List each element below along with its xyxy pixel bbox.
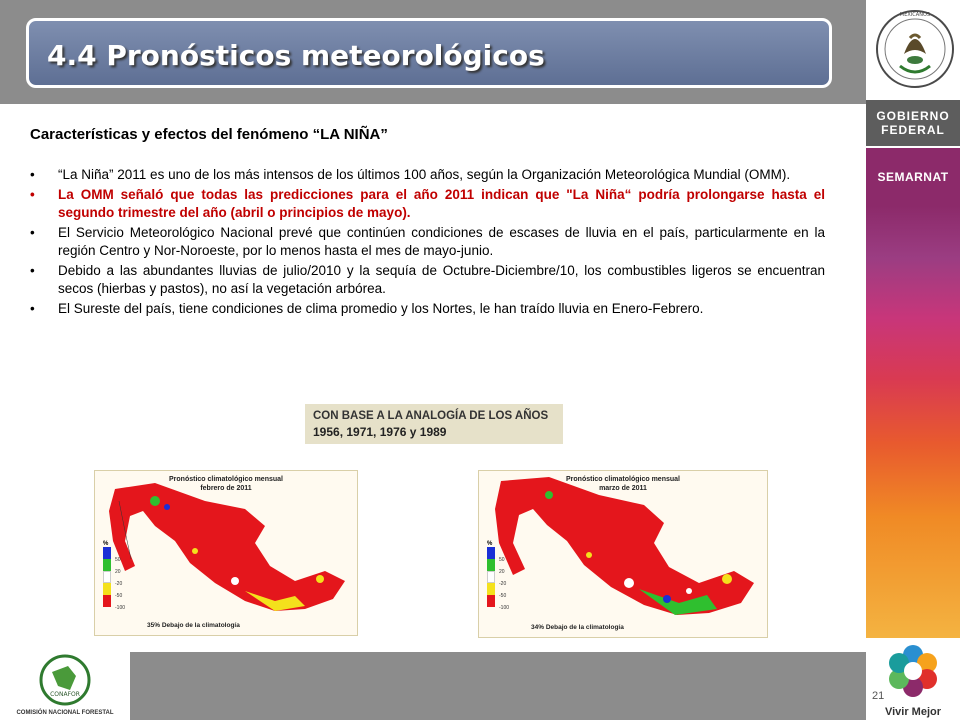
conafor-short: CONAFOR [50, 691, 80, 698]
legend-swatch [103, 547, 111, 559]
svg-text:MEXICANOS: MEXICANOS [899, 12, 931, 18]
mexico-map-image [479, 471, 769, 639]
map-legend [487, 541, 510, 611]
map-title-line1: Pronóstico climatológico mensual [566, 476, 680, 483]
mexico-map-image [95, 471, 359, 637]
bullet-item-highlight: • La OMM señaló que todas las predicciones para el año 2011 indican que "La Niña“ podría prolongarse hasta el segundo trimestre del año (abril o principios de mayo). [30, 186, 825, 222]
gov-sidebar [866, 0, 960, 720]
map-title-line2: febrero de 2011 [200, 485, 252, 492]
bullet-item: • El Servicio Meteorológico Nacional prevé que continúen condiciones de escases de lluvia en el país, particularmente en la región Centro y Nor-Noroeste, por lo menos hasta el mes de mayo-junio. [30, 224, 825, 260]
legend-swatch [103, 595, 111, 607]
bullet-list [30, 166, 825, 320]
legend-swatch [103, 571, 111, 583]
legend-swatch [103, 583, 111, 595]
bullet-item: • “La Niña” 2011 es uno de los más intensos de los últimos 100 años, según la Organización Meteorológica Mundial (OMM). [30, 166, 825, 184]
coat-of-arms-icon [874, 4, 956, 94]
legend-unit: % [103, 541, 109, 547]
section-subtitle: Características y efectos del fenómeno “LA NIÑA” [30, 126, 388, 143]
legend-tick: -100 [499, 605, 510, 611]
map-title [95, 475, 357, 493]
page-number: 21 [872, 690, 885, 702]
map-legend [103, 541, 126, 611]
legend-tick: -20 [499, 581, 507, 587]
conafor-logo [4, 652, 126, 720]
vivir-mejor-logo [866, 638, 960, 720]
vivir-mejor-text: Vivir Mejor [884, 706, 942, 718]
conafor-fullname: COMISIÓN NACIONAL FORESTAL [16, 710, 114, 716]
legend-tick: 20 [499, 569, 505, 575]
map-footnote: 35% Debajo de la climatología [147, 622, 240, 629]
map-title [479, 475, 767, 493]
legend-unit: % [487, 541, 493, 547]
title-box [26, 18, 832, 88]
map-title-line2: marzo de 2011 [599, 485, 647, 492]
conafor-emblem-icon [4, 652, 126, 708]
analogy-years: 1956, 1971, 1976 y 1989 [313, 425, 447, 439]
gobierno-line1: GOBIERNO [876, 109, 950, 123]
legend-tick: 50 [499, 557, 505, 563]
legend-tick: 20 [115, 569, 121, 575]
semarnat-label: SEMARNAT [866, 148, 960, 206]
forecast-map-february [94, 470, 358, 636]
bullet-item: • El Sureste del país, tiene condiciones de clima promedio y los Nortes, le han traído lluvia en Enero-Febrero. [30, 300, 825, 318]
legend-tick: -50 [499, 593, 507, 599]
map-title-line1: Pronóstico climatológico mensual [169, 476, 283, 483]
decorative-color-bands [866, 206, 960, 638]
footer-band [130, 652, 866, 720]
legend-tick: -100 [115, 605, 126, 611]
gobierno-federal-label [866, 100, 960, 146]
legend-tick: 50 [115, 557, 121, 563]
legend-swatch [103, 559, 111, 571]
legend-swatch [487, 559, 495, 571]
legend-swatch [487, 547, 495, 559]
bullet-item: • Debido a las abundantes lluvias de julio/2010 y la sequía de Octubre-Diciembre/10, los combustibles ligeros se encuentran secos (hierbas y pastos), no así la vegetación arbórea. [30, 262, 825, 298]
gobierno-line2: FEDERAL [881, 123, 945, 137]
forecast-map-march [478, 470, 768, 638]
page-title: 4.4 Pronósticos meteorológicos [47, 39, 545, 72]
legend-tick: -50 [115, 593, 123, 599]
legend-swatch [487, 595, 495, 607]
legend-swatch [487, 571, 495, 583]
legend-swatch [487, 583, 495, 595]
analogy-caption [305, 404, 563, 444]
legend-tick: -20 [115, 581, 123, 587]
analogy-line1: CON BASE A LA ANALOGÍA DE LOS AÑOS [313, 410, 549, 422]
map-footnote: 34% Debajo de la climatología [531, 624, 624, 631]
